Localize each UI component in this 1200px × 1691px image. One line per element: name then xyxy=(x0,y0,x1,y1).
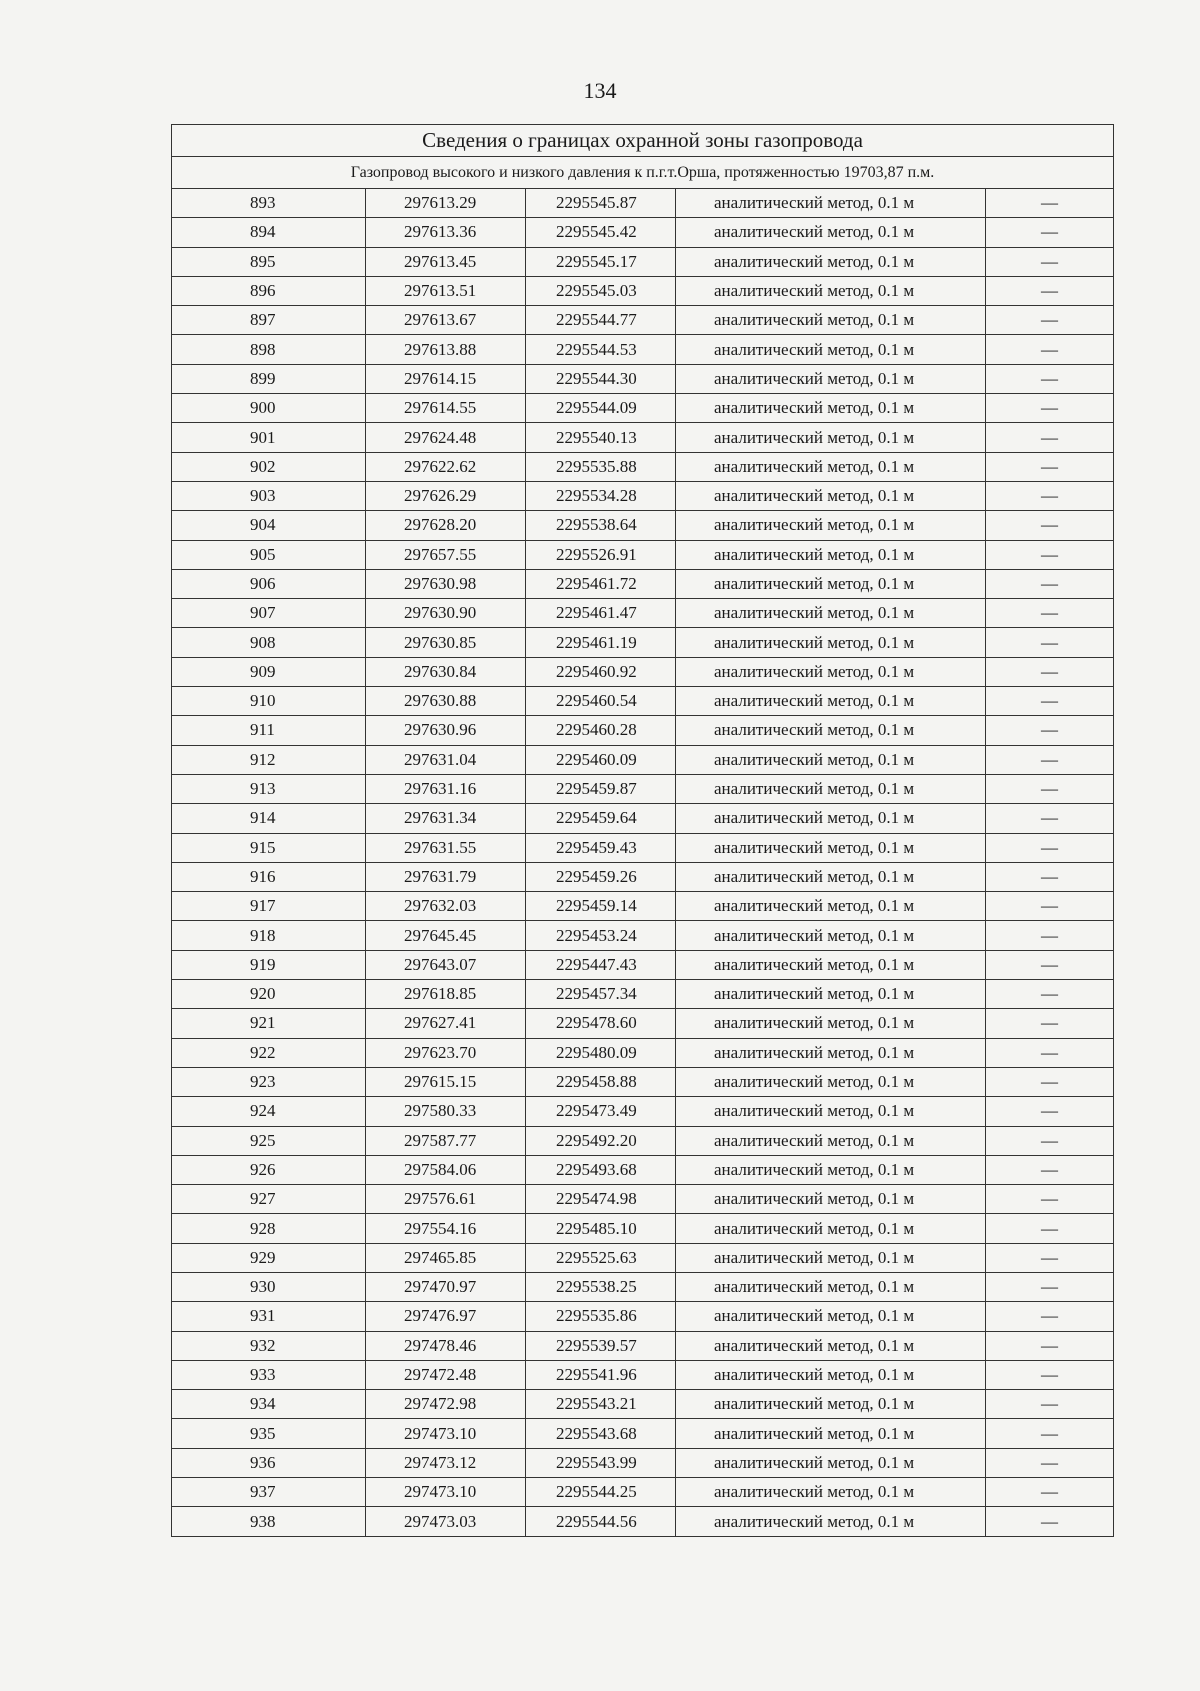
point-number-cell: 897 xyxy=(172,306,366,335)
y-coordinate-cell: 2295459.43 xyxy=(526,833,676,862)
point-number-cell: 899 xyxy=(172,364,366,393)
note-cell: — xyxy=(986,1331,1114,1360)
point-number-cell: 902 xyxy=(172,452,366,481)
note-cell: — xyxy=(986,1302,1114,1331)
x-coordinate-cell: 297627.41 xyxy=(366,1009,526,1038)
method-cell: аналитический метод, 0.1 м xyxy=(676,1126,986,1155)
table-row xyxy=(172,1126,1114,1155)
point-number-cell: 906 xyxy=(172,569,366,598)
y-coordinate-cell: 2295538.25 xyxy=(526,1272,676,1301)
y-coordinate-cell: 2295541.96 xyxy=(526,1360,676,1389)
table-row xyxy=(172,394,1114,423)
point-number-cell: 925 xyxy=(172,1126,366,1155)
x-coordinate-cell: 297628.20 xyxy=(366,511,526,540)
note-cell: — xyxy=(986,892,1114,921)
x-coordinate-cell: 297613.51 xyxy=(366,276,526,305)
point-number-cell: 894 xyxy=(172,218,366,247)
point-number-cell: 935 xyxy=(172,1419,366,1448)
x-coordinate-cell: 297615.15 xyxy=(366,1067,526,1096)
x-coordinate-cell: 297657.55 xyxy=(366,540,526,569)
note-cell: — xyxy=(986,569,1114,598)
y-coordinate-cell: 2295447.43 xyxy=(526,950,676,979)
method-cell: аналитический метод, 0.1 м xyxy=(676,335,986,364)
method-cell: аналитический метод, 0.1 м xyxy=(676,218,986,247)
x-coordinate-cell: 297630.98 xyxy=(366,569,526,598)
table-row xyxy=(172,833,1114,862)
note-cell: — xyxy=(986,716,1114,745)
point-number-cell: 930 xyxy=(172,1272,366,1301)
point-number-cell: 931 xyxy=(172,1302,366,1331)
y-coordinate-cell: 2295543.68 xyxy=(526,1419,676,1448)
table-row xyxy=(172,862,1114,891)
table-row xyxy=(172,569,1114,598)
note-cell: — xyxy=(986,1243,1114,1272)
table-row xyxy=(172,423,1114,452)
x-coordinate-cell: 297465.85 xyxy=(366,1243,526,1272)
note-cell: — xyxy=(986,335,1114,364)
y-coordinate-cell: 2295461.47 xyxy=(526,599,676,628)
y-coordinate-cell: 2295493.68 xyxy=(526,1155,676,1184)
x-coordinate-cell: 297587.77 xyxy=(366,1126,526,1155)
y-coordinate-cell: 2295474.98 xyxy=(526,1185,676,1214)
point-number-cell: 927 xyxy=(172,1185,366,1214)
point-number-cell: 933 xyxy=(172,1360,366,1389)
x-coordinate-cell: 297630.85 xyxy=(366,628,526,657)
x-coordinate-cell: 297613.88 xyxy=(366,335,526,364)
point-number-cell: 937 xyxy=(172,1478,366,1507)
x-coordinate-cell: 297632.03 xyxy=(366,892,526,921)
y-coordinate-cell: 2295545.42 xyxy=(526,218,676,247)
y-coordinate-cell: 2295544.25 xyxy=(526,1478,676,1507)
point-number-cell: 918 xyxy=(172,921,366,950)
point-number-cell: 936 xyxy=(172,1448,366,1477)
note-cell: — xyxy=(986,1272,1114,1301)
note-cell: — xyxy=(986,511,1114,540)
point-number-cell: 903 xyxy=(172,481,366,510)
point-number-cell: 914 xyxy=(172,804,366,833)
method-cell: аналитический метод, 0.1 м xyxy=(676,921,986,950)
table-row xyxy=(172,218,1114,247)
note-cell: — xyxy=(986,950,1114,979)
x-coordinate-cell: 297478.46 xyxy=(366,1331,526,1360)
method-cell: аналитический метод, 0.1 м xyxy=(676,628,986,657)
x-coordinate-cell: 297626.29 xyxy=(366,481,526,510)
method-cell: аналитический метод, 0.1 м xyxy=(676,1214,986,1243)
table-row xyxy=(172,364,1114,393)
method-cell: аналитический метод, 0.1 м xyxy=(676,1360,986,1389)
note-cell: — xyxy=(986,247,1114,276)
point-number-cell: 910 xyxy=(172,687,366,716)
note-cell: — xyxy=(986,1009,1114,1038)
y-coordinate-cell: 2295480.09 xyxy=(526,1038,676,1067)
y-coordinate-cell: 2295535.88 xyxy=(526,452,676,481)
method-cell: аналитический метод, 0.1 м xyxy=(676,1419,986,1448)
method-cell: аналитический метод, 0.1 м xyxy=(676,1243,986,1272)
x-coordinate-cell: 297622.62 xyxy=(366,452,526,481)
point-number-cell: 895 xyxy=(172,247,366,276)
y-coordinate-cell: 2295544.30 xyxy=(526,364,676,393)
method-cell: аналитический метод, 0.1 м xyxy=(676,716,986,745)
method-cell: аналитический метод, 0.1 м xyxy=(676,1448,986,1477)
x-coordinate-cell: 297631.55 xyxy=(366,833,526,862)
method-cell: аналитический метод, 0.1 м xyxy=(676,306,986,335)
method-cell: аналитический метод, 0.1 м xyxy=(676,1097,986,1126)
note-cell: — xyxy=(986,1097,1114,1126)
x-coordinate-cell: 297613.67 xyxy=(366,306,526,335)
method-cell: аналитический метод, 0.1 м xyxy=(676,950,986,979)
x-coordinate-cell: 297618.85 xyxy=(366,980,526,1009)
table-row xyxy=(172,1185,1114,1214)
method-cell: аналитический метод, 0.1 м xyxy=(676,1009,986,1038)
point-number-cell: 922 xyxy=(172,1038,366,1067)
method-cell: аналитический метод, 0.1 м xyxy=(676,657,986,686)
y-coordinate-cell: 2295525.63 xyxy=(526,1243,676,1272)
method-cell: аналитический метод, 0.1 м xyxy=(676,745,986,774)
y-coordinate-cell: 2295545.03 xyxy=(526,276,676,305)
table-row xyxy=(172,481,1114,510)
page-number: 134 xyxy=(583,78,617,103)
point-number-cell: 909 xyxy=(172,657,366,686)
point-number-cell: 913 xyxy=(172,774,366,803)
point-number-cell: 916 xyxy=(172,862,366,891)
y-coordinate-cell: 2295545.17 xyxy=(526,247,676,276)
table-row xyxy=(172,306,1114,335)
note-cell: — xyxy=(986,218,1114,247)
table-row xyxy=(172,1478,1114,1507)
table-row xyxy=(172,247,1114,276)
y-coordinate-cell: 2295544.77 xyxy=(526,306,676,335)
y-coordinate-cell: 2295543.99 xyxy=(526,1448,676,1477)
point-number-cell: 911 xyxy=(172,716,366,745)
method-cell: аналитический метод, 0.1 м xyxy=(676,804,986,833)
x-coordinate-cell: 297631.16 xyxy=(366,774,526,803)
note-cell: — xyxy=(986,306,1114,335)
y-coordinate-cell: 2295461.19 xyxy=(526,628,676,657)
table-row xyxy=(172,1214,1114,1243)
point-number-cell: 893 xyxy=(172,189,366,218)
point-number-cell: 928 xyxy=(172,1214,366,1243)
y-coordinate-cell: 2295460.54 xyxy=(526,687,676,716)
method-cell: аналитический метод, 0.1 м xyxy=(676,1331,986,1360)
x-coordinate-cell: 297554.16 xyxy=(366,1214,526,1243)
x-coordinate-cell: 297580.33 xyxy=(366,1097,526,1126)
method-cell: аналитический метод, 0.1 м xyxy=(676,423,986,452)
note-cell: — xyxy=(986,1185,1114,1214)
table-row xyxy=(172,1067,1114,1096)
point-number-cell: 921 xyxy=(172,1009,366,1038)
point-number-cell: 898 xyxy=(172,335,366,364)
table-row xyxy=(172,1302,1114,1331)
note-cell: — xyxy=(986,833,1114,862)
table-subtitle: Газопровод высокого и низкого давления к п.г.т.Орша, протяженностью 19703,87 п.м. xyxy=(172,157,1114,189)
point-number-cell: 926 xyxy=(172,1155,366,1184)
table-title: Сведения о границах охранной зоны газопровода xyxy=(172,125,1114,157)
method-cell: аналитический метод, 0.1 м xyxy=(676,276,986,305)
method-cell: аналитический метод, 0.1 м xyxy=(676,599,986,628)
table-row xyxy=(172,511,1114,540)
point-number-cell: 919 xyxy=(172,950,366,979)
x-coordinate-cell: 297473.10 xyxy=(366,1419,526,1448)
x-coordinate-cell: 297613.45 xyxy=(366,247,526,276)
point-number-cell: 901 xyxy=(172,423,366,452)
x-coordinate-cell: 297631.04 xyxy=(366,745,526,774)
x-coordinate-cell: 297643.07 xyxy=(366,950,526,979)
method-cell: аналитический метод, 0.1 м xyxy=(676,189,986,218)
x-coordinate-cell: 297613.36 xyxy=(366,218,526,247)
note-cell: — xyxy=(986,1448,1114,1477)
table-subtitle-row xyxy=(172,157,1114,189)
point-number-cell: 923 xyxy=(172,1067,366,1096)
table-row xyxy=(172,950,1114,979)
method-cell: аналитический метод, 0.1 м xyxy=(676,1155,986,1184)
x-coordinate-cell: 297473.10 xyxy=(366,1478,526,1507)
table-row xyxy=(172,980,1114,1009)
y-coordinate-cell: 2295544.09 xyxy=(526,394,676,423)
method-cell: аналитический метод, 0.1 м xyxy=(676,247,986,276)
method-cell: аналитический метод, 0.1 м xyxy=(676,540,986,569)
table-row xyxy=(172,628,1114,657)
y-coordinate-cell: 2295473.49 xyxy=(526,1097,676,1126)
boundary-coordinates-table xyxy=(171,124,1114,1537)
y-coordinate-cell: 2295544.56 xyxy=(526,1507,676,1536)
note-cell: — xyxy=(986,745,1114,774)
table-row xyxy=(172,540,1114,569)
y-coordinate-cell: 2295460.92 xyxy=(526,657,676,686)
method-cell: аналитический метод, 0.1 м xyxy=(676,1478,986,1507)
method-cell: аналитический метод, 0.1 м xyxy=(676,1390,986,1419)
table-row xyxy=(172,687,1114,716)
point-number-cell: 907 xyxy=(172,599,366,628)
y-coordinate-cell: 2295492.20 xyxy=(526,1126,676,1155)
note-cell: — xyxy=(986,1360,1114,1389)
method-cell: аналитический метод, 0.1 м xyxy=(676,892,986,921)
table-row xyxy=(172,921,1114,950)
note-cell: — xyxy=(986,804,1114,833)
method-cell: аналитический метод, 0.1 м xyxy=(676,774,986,803)
method-cell: аналитический метод, 0.1 м xyxy=(676,1507,986,1536)
note-cell: — xyxy=(986,1507,1114,1536)
table-row xyxy=(172,189,1114,218)
x-coordinate-cell: 297623.70 xyxy=(366,1038,526,1067)
x-coordinate-cell: 297476.97 xyxy=(366,1302,526,1331)
note-cell: — xyxy=(986,921,1114,950)
method-cell: аналитический метод, 0.1 м xyxy=(676,511,986,540)
method-cell: аналитический метод, 0.1 м xyxy=(676,1302,986,1331)
table-row xyxy=(172,716,1114,745)
method-cell: аналитический метод, 0.1 м xyxy=(676,394,986,423)
note-cell: — xyxy=(986,1390,1114,1419)
note-cell: — xyxy=(986,189,1114,218)
method-cell: аналитический метод, 0.1 м xyxy=(676,1038,986,1067)
y-coordinate-cell: 2295459.87 xyxy=(526,774,676,803)
y-coordinate-cell: 2295538.64 xyxy=(526,511,676,540)
x-coordinate-cell: 297584.06 xyxy=(366,1155,526,1184)
y-coordinate-cell: 2295459.64 xyxy=(526,804,676,833)
note-cell: — xyxy=(986,1478,1114,1507)
x-coordinate-cell: 297473.12 xyxy=(366,1448,526,1477)
y-coordinate-cell: 2295457.34 xyxy=(526,980,676,1009)
y-coordinate-cell: 2295535.86 xyxy=(526,1302,676,1331)
y-coordinate-cell: 2295478.60 xyxy=(526,1009,676,1038)
point-number-cell: 920 xyxy=(172,980,366,1009)
note-cell: — xyxy=(986,481,1114,510)
x-coordinate-cell: 297614.15 xyxy=(366,364,526,393)
table-row xyxy=(172,745,1114,774)
y-coordinate-cell: 2295544.53 xyxy=(526,335,676,364)
table-title-row xyxy=(172,125,1114,157)
point-number-cell: 912 xyxy=(172,745,366,774)
table-row xyxy=(172,276,1114,305)
table-row xyxy=(172,335,1114,364)
x-coordinate-cell: 297630.90 xyxy=(366,599,526,628)
note-cell: — xyxy=(986,1038,1114,1067)
table-row xyxy=(172,1243,1114,1272)
point-number-cell: 896 xyxy=(172,276,366,305)
x-coordinate-cell: 297630.84 xyxy=(366,657,526,686)
y-coordinate-cell: 2295458.88 xyxy=(526,1067,676,1096)
y-coordinate-cell: 2295459.26 xyxy=(526,862,676,891)
note-cell: — xyxy=(986,1419,1114,1448)
y-coordinate-cell: 2295459.14 xyxy=(526,892,676,921)
x-coordinate-cell: 297472.98 xyxy=(366,1390,526,1419)
note-cell: — xyxy=(986,394,1114,423)
method-cell: аналитический метод, 0.1 м xyxy=(676,569,986,598)
y-coordinate-cell: 2295534.28 xyxy=(526,481,676,510)
point-number-cell: 900 xyxy=(172,394,366,423)
note-cell: — xyxy=(986,774,1114,803)
table-row xyxy=(172,774,1114,803)
method-cell: аналитический метод, 0.1 м xyxy=(676,452,986,481)
note-cell: — xyxy=(986,1155,1114,1184)
table-row xyxy=(172,1331,1114,1360)
point-number-cell: 917 xyxy=(172,892,366,921)
table-row xyxy=(172,452,1114,481)
method-cell: аналитический метод, 0.1 м xyxy=(676,481,986,510)
method-cell: аналитический метод, 0.1 м xyxy=(676,1272,986,1301)
table-row xyxy=(172,804,1114,833)
table-row xyxy=(172,1448,1114,1477)
method-cell: аналитический метод, 0.1 м xyxy=(676,1067,986,1096)
method-cell: аналитический метод, 0.1 м xyxy=(676,980,986,1009)
x-coordinate-cell: 297630.88 xyxy=(366,687,526,716)
x-coordinate-cell: 297576.61 xyxy=(366,1185,526,1214)
note-cell: — xyxy=(986,423,1114,452)
note-cell: — xyxy=(986,540,1114,569)
table-row xyxy=(172,892,1114,921)
x-coordinate-cell: 297473.03 xyxy=(366,1507,526,1536)
method-cell: аналитический метод, 0.1 м xyxy=(676,687,986,716)
note-cell: — xyxy=(986,452,1114,481)
y-coordinate-cell: 2295460.28 xyxy=(526,716,676,745)
note-cell: — xyxy=(986,1067,1114,1096)
table-row xyxy=(172,1419,1114,1448)
table-row xyxy=(172,1009,1114,1038)
x-coordinate-cell: 297631.34 xyxy=(366,804,526,833)
note-cell: — xyxy=(986,364,1114,393)
y-coordinate-cell: 2295526.91 xyxy=(526,540,676,569)
method-cell: аналитический метод, 0.1 м xyxy=(676,833,986,862)
y-coordinate-cell: 2295545.87 xyxy=(526,189,676,218)
note-cell: — xyxy=(986,980,1114,1009)
x-coordinate-cell: 297613.29 xyxy=(366,189,526,218)
note-cell: — xyxy=(986,599,1114,628)
point-number-cell: 934 xyxy=(172,1390,366,1419)
point-number-cell: 938 xyxy=(172,1507,366,1536)
table-row xyxy=(172,1390,1114,1419)
note-cell: — xyxy=(986,1126,1114,1155)
note-cell: — xyxy=(986,687,1114,716)
table-row xyxy=(172,1272,1114,1301)
note-cell: — xyxy=(986,657,1114,686)
x-coordinate-cell: 297624.48 xyxy=(366,423,526,452)
y-coordinate-cell: 2295461.72 xyxy=(526,569,676,598)
y-coordinate-cell: 2295543.21 xyxy=(526,1390,676,1419)
x-coordinate-cell: 297645.45 xyxy=(366,921,526,950)
table-row xyxy=(172,657,1114,686)
point-number-cell: 915 xyxy=(172,833,366,862)
table-body xyxy=(172,125,1114,1537)
method-cell: аналитический метод, 0.1 м xyxy=(676,862,986,891)
note-cell: — xyxy=(986,1214,1114,1243)
method-cell: аналитический метод, 0.1 м xyxy=(676,364,986,393)
table-row xyxy=(172,599,1114,628)
table-row xyxy=(172,1507,1114,1536)
point-number-cell: 905 xyxy=(172,540,366,569)
x-coordinate-cell: 297472.48 xyxy=(366,1360,526,1389)
table-row xyxy=(172,1097,1114,1126)
y-coordinate-cell: 2295453.24 xyxy=(526,921,676,950)
x-coordinate-cell: 297630.96 xyxy=(366,716,526,745)
note-cell: — xyxy=(986,862,1114,891)
x-coordinate-cell: 297614.55 xyxy=(366,394,526,423)
point-number-cell: 932 xyxy=(172,1331,366,1360)
y-coordinate-cell: 2295540.13 xyxy=(526,423,676,452)
table-row xyxy=(172,1360,1114,1389)
y-coordinate-cell: 2295539.57 xyxy=(526,1331,676,1360)
y-coordinate-cell: 2295485.10 xyxy=(526,1214,676,1243)
note-cell: — xyxy=(986,276,1114,305)
point-number-cell: 904 xyxy=(172,511,366,540)
method-cell: аналитический метод, 0.1 м xyxy=(676,1185,986,1214)
point-number-cell: 924 xyxy=(172,1097,366,1126)
table-row xyxy=(172,1155,1114,1184)
x-coordinate-cell: 297470.97 xyxy=(366,1272,526,1301)
point-number-cell: 929 xyxy=(172,1243,366,1272)
note-cell: — xyxy=(986,628,1114,657)
y-coordinate-cell: 2295460.09 xyxy=(526,745,676,774)
table-row xyxy=(172,1038,1114,1067)
point-number-cell: 908 xyxy=(172,628,366,657)
x-coordinate-cell: 297631.79 xyxy=(366,862,526,891)
